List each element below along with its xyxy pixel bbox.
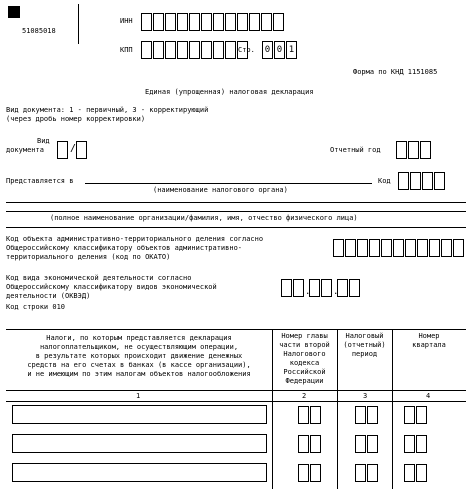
table-header-bottom [6,390,466,391]
submitted-to-label: Представляется в [6,177,74,185]
chapter-number-field[interactable] [298,464,322,482]
col-number-1: 1 [136,392,141,400]
authority-code-label: Код [378,177,391,185]
authority-name-caption: (наименование налогового органа) [153,186,288,194]
col2-header-line: части второй [279,341,330,349]
tax-period-field[interactable] [355,435,379,453]
tax-name-field[interactable] [12,463,267,482]
okved-label-3: деятельности (ОКВЭД) [6,292,91,300]
inn-label: ИНН [120,17,133,25]
okato-label-3: территориального деления (код по ОКАТО) [6,253,171,261]
col2-header-line: кодекса [289,359,320,367]
tax-name-field[interactable] [12,434,267,453]
okved-label-1: Код вида экономической деятельности согласно [6,274,192,282]
col2-header-line: Российской [283,368,326,376]
tax-period-field[interactable] [355,464,379,482]
col1-header-line: в результате которых происходит движение денежных [35,352,243,360]
kpp-label: КПП [120,46,133,54]
quarter-number-field[interactable] [404,435,428,453]
okato-field[interactable] [333,239,465,257]
chapter-number-field[interactable] [298,406,322,424]
tax-name-field[interactable] [12,405,267,424]
col3-header [337,332,392,359]
okato-label-2: Общероссийскому классификатору объектов административно- [6,244,243,252]
doc-type-desc: Вид документа: 1 - первичный, 3 - корректирующий [6,106,209,114]
org-name-line-2[interactable] [6,211,466,212]
page-digit: 1 [286,41,297,59]
kpp-field[interactable] [141,41,249,59]
reporting-year-field[interactable] [396,141,432,159]
doc-kind-label-1: Вид [37,137,50,145]
col3-header-line: период [351,350,378,358]
header-divider [78,4,79,44]
col4-header-line: квартала [412,341,446,349]
col1-header [6,334,272,379]
col2-header-line: Номер главы [281,332,328,340]
table-col-divider [392,329,393,489]
okved-field-group-2[interactable] [309,279,333,297]
slash-separator: / [70,143,77,154]
table-top-border [6,329,466,330]
col1-header-line: Налоги, по которым представляется декларация [46,334,232,342]
declaration-title: Единая (упрощенная) налоговая декларация [145,88,314,96]
taxes-table [6,329,466,489]
okato-label-1: Код объекта административно-территориального деления согласно [6,235,264,243]
col3-header-line: (отчетный) [343,341,386,349]
form-code: Форма по КНД 1151085 [353,68,438,76]
col4-header [392,332,466,350]
page-number-field[interactable] [262,41,298,59]
col1-header-line: налогоплательщиком, не осуществляющим операции, [39,343,239,351]
col-number-3: 3 [363,392,368,400]
col3-header-line: Налоговый [345,332,384,340]
section-divider [6,227,466,228]
col1-header-line: средств на его счетах в банках (в кассе организации), [27,361,251,369]
col4-header-line: Номер [418,332,440,340]
col-number-2: 2 [302,392,307,400]
page-label: Стр. [238,46,255,54]
col2-header-line: Федерации [285,377,324,385]
doc-barcode-code: 51085018 [22,27,56,35]
quarter-number-field[interactable] [404,406,428,424]
corner-marker [8,6,20,18]
okved-dot-separator: . [305,287,311,297]
okved-field-group-3[interactable] [337,279,361,297]
authority-name-line[interactable] [85,183,372,184]
page-digit: 0 [262,41,273,59]
reporting-year-label: Отчетный год [330,146,381,154]
correction-number-field[interactable] [76,141,88,159]
doc-kind-label-2: документа [6,146,44,154]
org-name-caption: (полное наименование организации/фамилия, имя, отчество физического лица) [50,214,358,222]
tax-period-field[interactable] [355,406,379,424]
doc-type-note: (через дробь номер корректировки) [6,115,146,123]
table-numbers-bottom [6,401,466,402]
line-code-label: Код строки 010 [6,303,66,311]
col2-header [272,332,337,386]
chapter-number-field[interactable] [298,435,322,453]
page-digit: 0 [274,41,285,59]
col1-header-line: и не имеющим по этим налогам объектов налогообложения [27,370,251,378]
authority-code-field[interactable] [398,172,446,190]
inn-field[interactable] [141,13,285,31]
org-name-line-1[interactable] [6,202,466,203]
quarter-number-field[interactable] [404,464,428,482]
okved-label-2: Общероссийскому классификатору видов экономической [6,283,217,291]
doc-kind-field[interactable] [57,141,69,159]
col-number-4: 4 [426,392,431,400]
okved-field-group-1[interactable] [281,279,305,297]
col2-header-line: Налогового [283,350,326,358]
okved-dot-separator: . [333,287,339,297]
